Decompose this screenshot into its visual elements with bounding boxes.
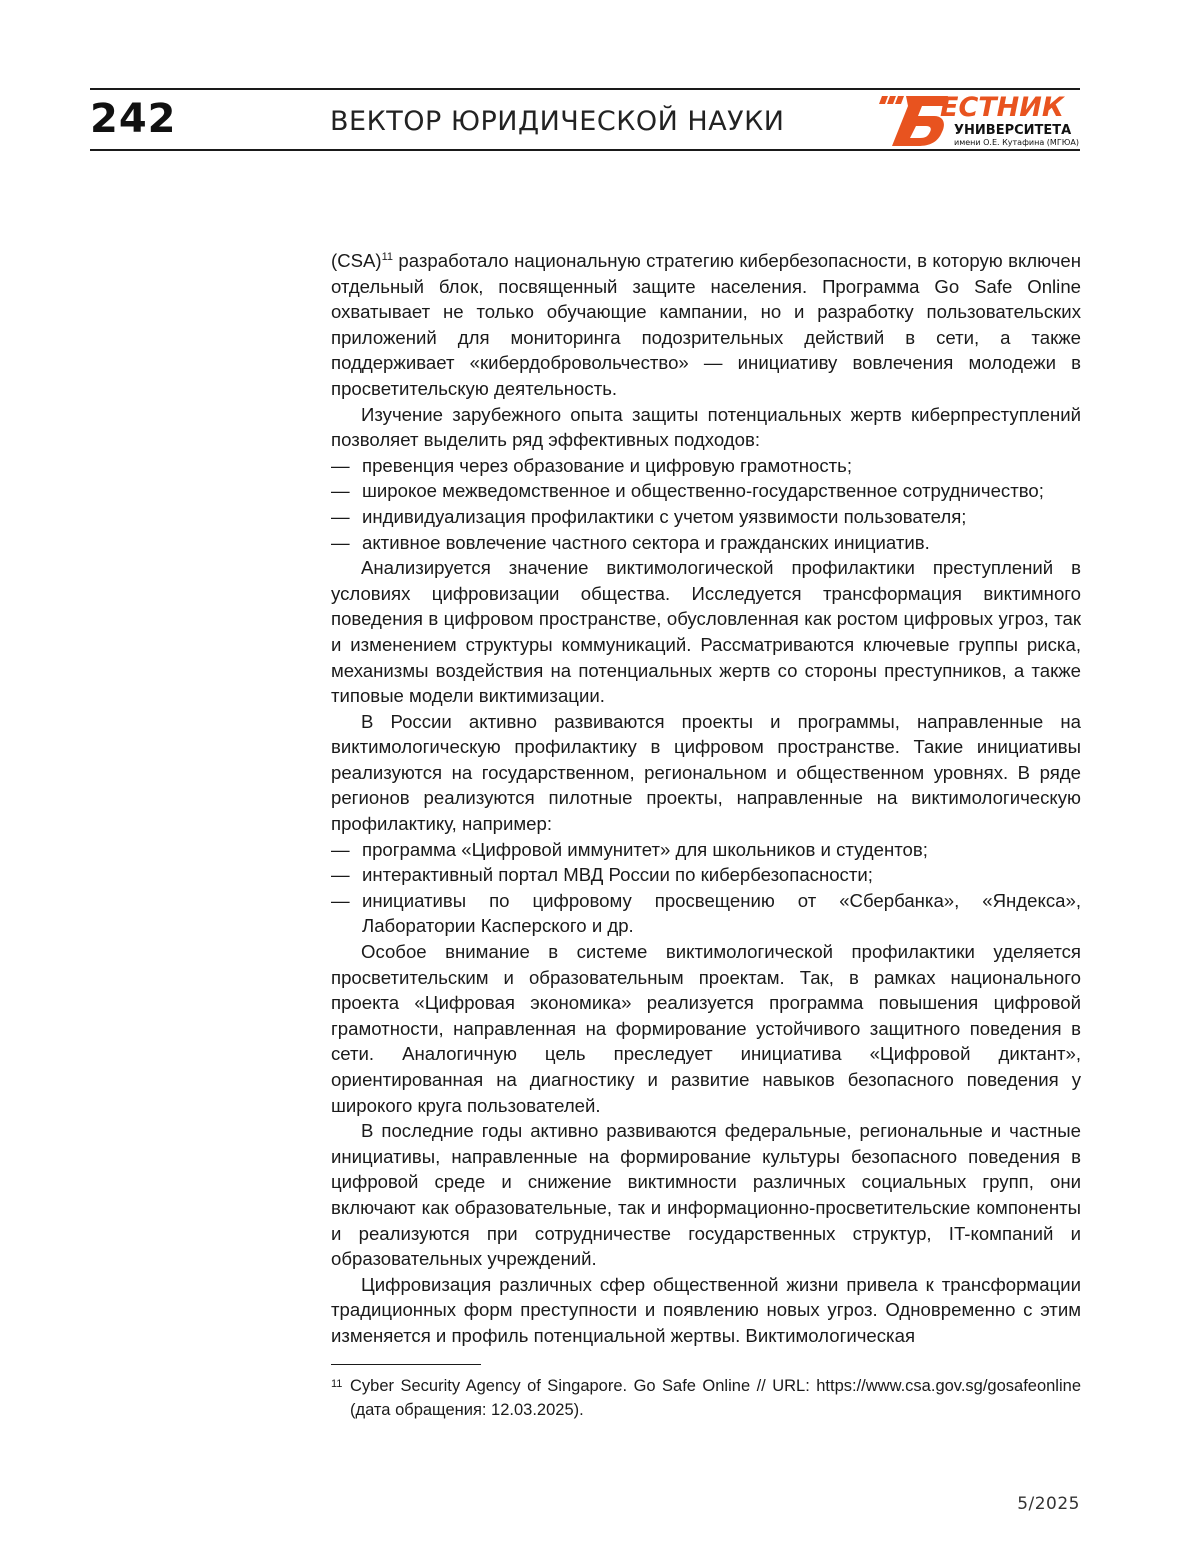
journal-logo — [878, 92, 1080, 148]
paragraph-4: В России активно развиваются проекты и программы, направленные на виктимологическую профилактику в цифровом пространстве. Такие инициативы реализуются на государственном, региональном и общественном уровнях. В ряде регионов реализуются пилотные проекты, направленные на виктимологическую профилактику, например: — [331, 709, 1081, 837]
dash-marker: — — [331, 862, 350, 888]
article-body — [331, 248, 1081, 1349]
dash-marker: — — [331, 453, 350, 479]
dash-marker: — — [331, 888, 350, 914]
logo-word: ЕСТНИК — [940, 92, 1064, 123]
list-item — [331, 837, 1081, 863]
paragraph-1-start: (CSA) — [331, 250, 382, 271]
projects-list — [331, 837, 1081, 939]
paragraph-1-rest: разработало национальную стратегию кибербезопасности, в которую включен отдельный блок, посвященный защите населения. Программа Go Safe Online охватывает не только обучающие кампании, но и разработку пользовательских приложений для мониторинга подозрительных действий в сети, а также поддерживает «кибердобровольчество» — инициативу вовлечения молодежи в просветительскую деятельность. — [331, 250, 1081, 399]
list-item-text: инициативы по цифровому просвещению от «Сбербанка», «Яндекса», Лаборатории Касперского и др. — [362, 890, 1081, 937]
logo-named-after: имени О.Е. Кутафина (МГЮА) — [954, 138, 1079, 147]
dash-marker: — — [331, 504, 350, 530]
list-item — [331, 453, 1081, 479]
list-item — [331, 478, 1081, 504]
dash-marker: — — [331, 837, 350, 863]
paragraph-2: Изучение зарубежного опыта защиты потенциальных жертв киберпреступлений позволяет выделить ряд эффективных подходов: — [331, 402, 1081, 453]
footnote-number: 11 — [331, 1372, 342, 1396]
list-item-text: программа «Цифровой иммунитет» для школьников и студентов; — [362, 839, 928, 860]
logo-university: УНИВЕРСИТЕТА — [954, 123, 1071, 138]
list-item — [331, 862, 1081, 888]
header-top-rule — [90, 88, 1080, 90]
footnote-text: Cyber Security Agency of Singapore. Go Safe Online // URL: https://www.csa.gov.sg/gosafeonline (дата обращения: 12.03.2025). — [331, 1374, 1081, 1422]
list-item-text: интерактивный портал МВД России по кибербезопасности; — [362, 864, 873, 885]
header-bottom-rule — [90, 149, 1080, 151]
paragraph-7: Цифровизация различных сфер общественной жизни привела к трансформации традиционных форм преступности и появлению новых угроз. Одновременно с этим изменяется и профиль потенциальной жертвы. Виктимологическая — [331, 1272, 1081, 1349]
list-item-text: индивидуализация профилактики с учетом уязвимости пользователя; — [362, 506, 966, 527]
paragraph-3: Анализируется значение виктимологической профилактики преступлений в условиях цифровизации общества. Исследуется трансформация виктимного поведения в цифровом пространстве, обусловленная как ростом цифровых угроз, так и изменением структуры коммуникаций. Рассматриваются ключевые группы риска, механизмы воздействия на потенциальных жертв со стороны преступников, а также типовые модели виктимизации. — [331, 555, 1081, 709]
approaches-list — [331, 453, 1081, 555]
issue-number: 5/2025 — [1017, 1494, 1080, 1514]
list-item-text: широкое межведомственное и общественно-государственное сотрудничество; — [362, 480, 1044, 501]
running-title: ВЕКТОР ЮРИДИЧЕСКОЙ НАУКИ — [330, 106, 785, 137]
footnote-separator — [331, 1364, 481, 1365]
dash-marker: — — [331, 530, 350, 556]
dash-marker: — — [331, 478, 350, 504]
list-item — [331, 888, 1081, 939]
footnote-ref-11[interactable]: 11 — [382, 251, 393, 263]
list-item — [331, 504, 1081, 530]
list-item — [331, 530, 1081, 556]
paragraph-1 — [331, 248, 1081, 402]
footnote-11 — [331, 1374, 1081, 1422]
page-number: 242 — [90, 96, 177, 142]
paragraph-6: В последние годы активно развиваются федеральные, региональные и частные инициативы, направленные на формирование культуры безопасного поведения в цифровой среде и снижение виктимности различных социальных групп, они включают как образовательные, так и информационно-просветительские компоненты и реализуются при сотрудничестве государственных структур, IT-компаний и образовательных учреждений. — [331, 1118, 1081, 1272]
paragraph-5: Особое внимание в системе виктимологической профилактики уделяется просветительским и образовательным проектам. Так, в рамках национального проекта «Цифровая экономика» реализуется программа повышения цифровой грамотности, направленная на формирование устойчивого защитного поведения в сети. Аналогичную цель преследует инициатива «Цифровой диктант», ориентированная на диагностику и развитие навыков безопасного поведения у широкого круга пользователей. — [331, 939, 1081, 1118]
list-item-text: активное вовлечение частного сектора и гражданских инициатив. — [362, 532, 930, 553]
list-item-text: превенция через образование и цифровую грамотность; — [362, 455, 852, 476]
